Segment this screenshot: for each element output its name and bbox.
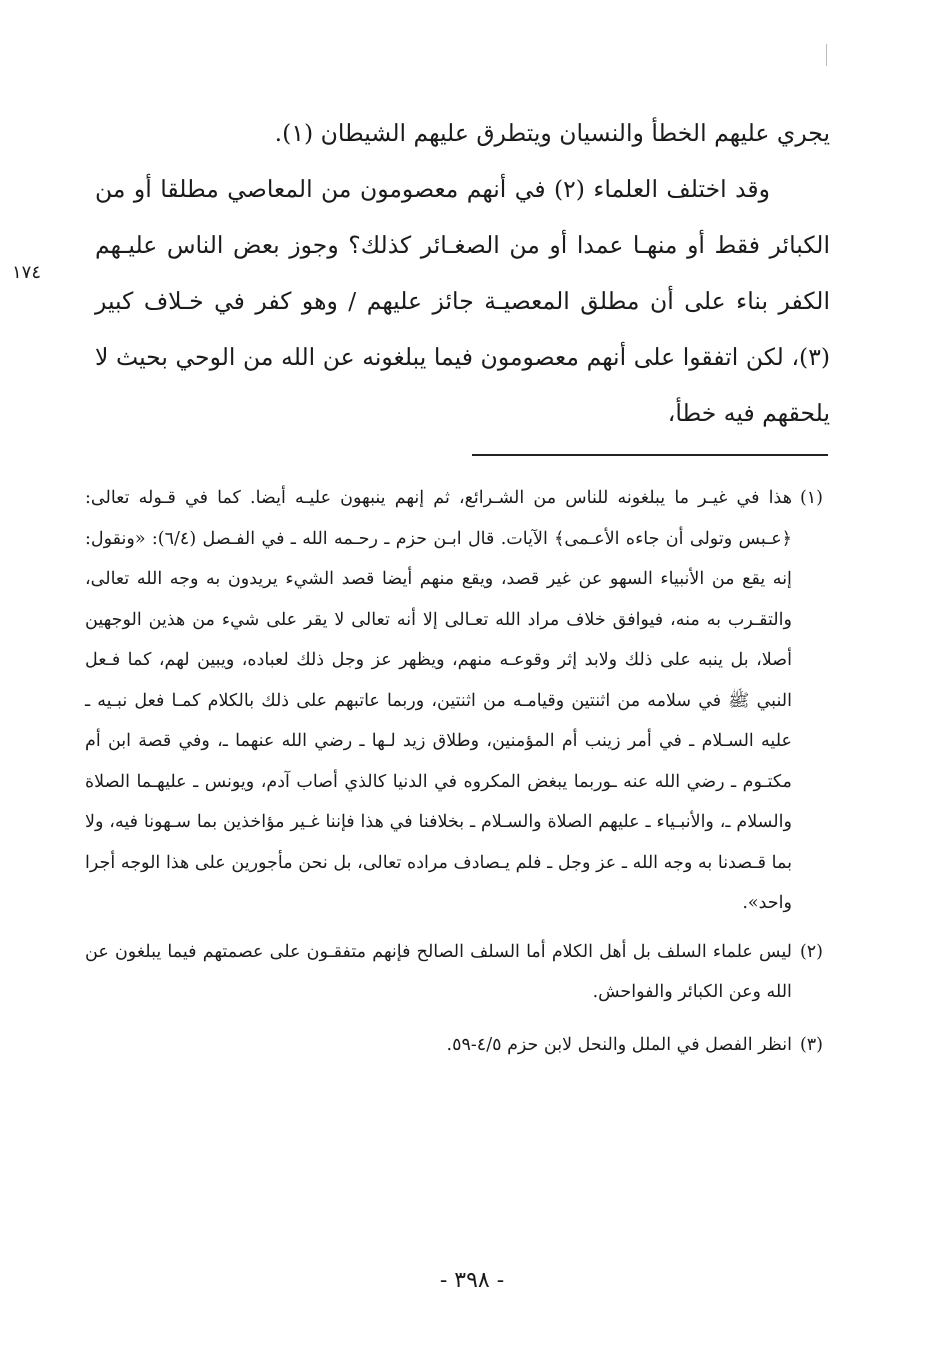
body-paragraph: وقد اختلف العلماء (٢) في أنهم معصومون من المعاصي مطلقا أو من الكبائر فقط أو منهـا عمدا أو من الصغـائر كذلك؟ وجوز بعض الناس عليـهم الكفر بناء على أن مطلق المعصيـة جائز عليهم / وهو كفر في خـلاف كبير (٣)، لكن اتفقوا على أنهم معصومون فيما يبلغونه عن الله من الوحي بحيث لا يلحقهم فيه خطأ، bbox=[95, 175, 830, 427]
manuscript-folio-number: ١٧٤ bbox=[12, 262, 42, 283]
footnotes-section bbox=[85, 478, 823, 1065]
scan-artifact-mark bbox=[826, 44, 827, 66]
footnote-3 bbox=[85, 1025, 823, 1066]
footnote-2 bbox=[85, 932, 823, 1013]
main-body-text bbox=[95, 105, 830, 441]
footnote-number: (٢) bbox=[799, 941, 823, 962]
footnote-text: هذا في غيـر ما يبلغونه للناس من الشـرائع، ثم إنهم ينبهون عليـه أيضا. كما في قـوله تعالى: ﴿عـبس وتولى أن جاءه الأعـمى﴾ الآيات. قال ابـن حزم ـ رحـمه الله ـ في الفـصل (٦/٤): «ونقول: إنه يقع من الأنبياء السهو عن غير قصد، ويقع منهم أيضا قصد الشيء يريدون به وجه الله تعالى، والتقـرب به منه، فيوافق خلاف مراد الله تعـالى إلا أنه تعالى لا يقر على شيء من هذين الوجهين أصلا، بل ينبه على ذلك ولابد إثر وقوعـه منهم، ويظهر عز وجل ذلك لعباده، ويبين لهم، كما فـعل النبي ﷺ في سلامه من اثنتين وقيامـه من اثنتين، وربما عاتبهم على ذلك بالكلام كمـا فعل نبـيه ـ عليه السـلام ـ في أمر زينب أم المؤمنين، وطلاق زيد لـها ـ رضي الله عنهما ـ، وفي قصة ابن أم مكتـوم ـ رضي الله عنه ـوربما يبغض المكروه في الدنيا كالذي أصاب آدم، ويونس ـ عليهـما الصلاة والسلام ـ، والأنبـياء ـ عليهم الصلاة والسـلام ـ بخلافنا في هذا فإننا غـير مؤاخذين بما سـهونا فيه، ولا بما قـصدنا به وجه الله ـ عز وجل ـ فلم يـصادف مراده تعالى، بل نحن مأجورين على هذا الوجه أجرا واحد». bbox=[85, 488, 792, 913]
body-paragraph: يجري عليهم الخطأ والنسيان ويتطرق عليهم الشيطان (١). bbox=[274, 119, 830, 147]
page-number: - ٣٩٨ - bbox=[439, 1268, 505, 1293]
footnote-text: ليس علماء السلف بل أهل الكلام أما السلف الصالح فإنهم متفقـون على عصمتهم فيما يبلغون عن الله وعن الكبائر والفواحش. bbox=[85, 941, 792, 1002]
footnote-number: (٣) bbox=[799, 1034, 823, 1055]
footnote-separator bbox=[472, 454, 828, 456]
footnote-1 bbox=[85, 478, 823, 924]
footnote-number: (١) bbox=[799, 488, 823, 508]
footnote-text: انظر الفصل في الملل والنحل لابن حزم ٤/٥-٥٩. bbox=[446, 1034, 792, 1055]
